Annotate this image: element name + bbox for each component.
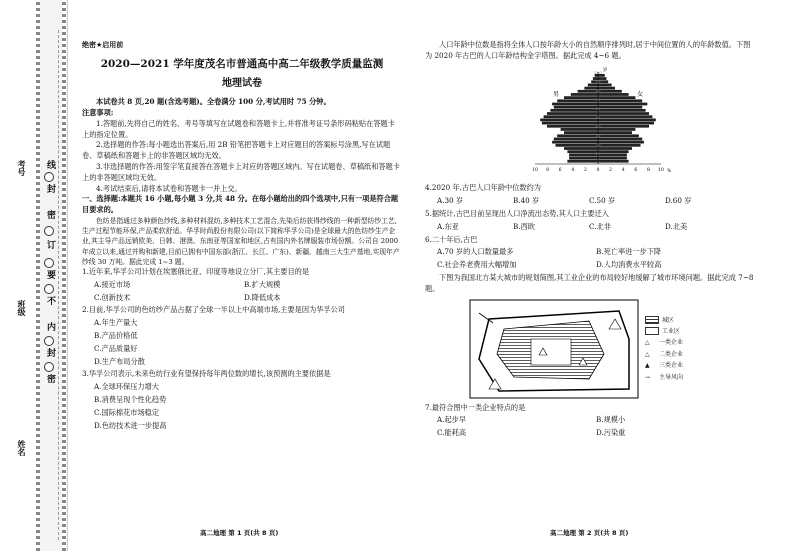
x-tick-label: 6 xyxy=(558,167,562,173)
x-tick-label: 10 xyxy=(658,167,664,173)
answer-option: B.扩大规模 xyxy=(244,279,281,289)
pyramid-bar-male xyxy=(554,137,598,140)
binding-hole-icon xyxy=(44,172,54,182)
age-unit-label: 岁 xyxy=(603,67,608,73)
cut-line xyxy=(58,30,59,540)
pyramid-bar-male xyxy=(552,140,598,143)
answer-option: C.社会养老费用大幅增加 xyxy=(437,260,517,270)
class-label: 班级 xyxy=(17,300,26,316)
pyramid-bar-male xyxy=(547,112,598,115)
x-tick-label: 10 xyxy=(532,167,538,173)
line-char: 内 xyxy=(45,322,55,331)
binding-border-left xyxy=(36,0,40,551)
pyramid-bar-male xyxy=(564,96,598,99)
y-tick-label: 80 xyxy=(595,87,601,93)
legend-item-class2: △ 二类企业 xyxy=(645,349,683,360)
y-tick-label: 50 xyxy=(595,114,601,120)
pyramid-bar-female xyxy=(598,124,649,127)
legend-item-class3: ▲ 三类企业 xyxy=(645,360,683,371)
answer-option: A.接近市场 xyxy=(94,279,131,289)
answer-option: A.30 岁 xyxy=(437,196,464,206)
answer-option: C.50 岁 xyxy=(589,196,616,206)
options-row xyxy=(437,247,755,258)
y-tick-label: 40 xyxy=(595,123,601,129)
binding-hole-icon xyxy=(44,284,54,294)
pyramid-bar-female xyxy=(598,86,615,89)
arrow-icon: → xyxy=(645,373,651,381)
pyramid-bar-female xyxy=(598,105,642,108)
answer-option: A.70 岁的人口数量最多 xyxy=(437,247,514,257)
question-stem: 7.最符合图中一类企业特点的是 xyxy=(425,402,526,412)
exam-number-label: 考号 xyxy=(17,160,26,176)
answer-option: B.死亡率进一步下降 xyxy=(596,247,662,257)
x-tick-label: 0 xyxy=(596,167,600,173)
pyramid-bar-female xyxy=(598,102,647,105)
x-tick-label: 6 xyxy=(634,167,638,173)
pyramid-bar-male xyxy=(564,131,598,134)
name-label: 姓名 xyxy=(17,440,26,456)
answer-option: C.创新技术 xyxy=(94,292,131,302)
city-plan-map xyxy=(469,299,755,399)
y-tick-label: 20 xyxy=(595,141,601,147)
answer-option: A.全球环保压力增大 xyxy=(94,382,159,392)
city-map-svg xyxy=(469,299,639,399)
binding-hole-icon xyxy=(44,226,54,236)
answer-option: D.污染重 xyxy=(596,428,626,438)
population-pyramid xyxy=(523,66,673,176)
legend-item-industry: 工业区 xyxy=(645,326,683,337)
wind-direction-arrow xyxy=(479,313,493,323)
pyramid-bar-female xyxy=(598,109,646,112)
answer-option: B.西欧 xyxy=(513,221,535,231)
notice-item: 1.答题前,先将自己的姓名、考号等填写在试题卷和答题卡上,并将准考证号条形码粘贴在答题卡上的指定位置。 xyxy=(82,118,395,139)
pyramid-bar-female xyxy=(598,118,656,121)
legend-item-city: 城区 xyxy=(645,315,683,326)
question-stem: 2.目前,华孚公司的色纺纱产品占据了全球一半以上中高端市场,主要是因为华孚公司 xyxy=(82,305,345,315)
answer-option: B.产品价格低 xyxy=(94,330,138,340)
exam-title: 2020—2021 学年度茂名市普通高中高二年级教学质量监测 xyxy=(100,57,384,70)
question-stem: 5.据统计,古巴目前呈现出人口净流出态势,其人口主要迁入 xyxy=(425,208,609,218)
answer-option: D.生产布局分散 xyxy=(94,356,145,366)
pyramid-bar-male xyxy=(542,121,598,124)
page-footer: 高二地理 第 2 页(共 8 页) xyxy=(550,529,629,537)
answer-option: B.消费呈现个性化趋势 xyxy=(94,394,167,404)
options-row xyxy=(437,222,755,233)
options-row xyxy=(94,293,402,304)
pyramid-bar-female xyxy=(598,153,627,156)
pyramid-bar-female xyxy=(598,99,642,102)
answer-option: D.色纺技术进一步提高 xyxy=(94,420,167,430)
question-stem: 4.2020 年,古巴人口年龄中位数约为 xyxy=(425,183,541,193)
page-footer: 高二地理 第 1 页(共 8 页) xyxy=(200,529,279,537)
y-tick-label: 0 xyxy=(596,159,600,165)
legend-item-wind: → 主导风向 xyxy=(645,372,683,383)
male-label: 男 xyxy=(553,90,560,98)
pyramid-bar-female xyxy=(598,131,632,134)
pyramid-bar-female xyxy=(598,89,622,92)
options-row xyxy=(437,260,755,271)
binding-hole-icon xyxy=(44,362,54,372)
passage: 色纺是指通过多种颜色纱线,多种材料混纺,多种技术工艺混合,先染后纺获得纱线的一种新型纺纱工艺,生产过程节能环保,产品柔软舒适。华孚时尚股份有限公司(以下简称华孚公司)是全球最大的色纺纱生产企业,其主导产品远销欧美、日韩、港澳、东南亚等国家和地区,占有国内外名牌服装市场份额。公司自 2000 年成立以来,通过并购和新建,目前已拥有中国东部(浙江、长江、广东)、新疆、越南三大生产基地,实现年产纱线 30 万吨。据此完成 1~3 题。 xyxy=(82,217,400,266)
pyramid-bar-male xyxy=(554,105,598,108)
passage: 人口年龄中位数是指将全体人口按年龄大小的自然顺序排列时,居于中间位置的人的年龄数值。下图为 2020 年古巴的人口年龄结构金字塔图。据此完成 4~6 题。 xyxy=(425,40,751,60)
binding-hole-icon xyxy=(44,336,54,346)
pyramid-bar-male xyxy=(569,156,598,159)
pyramid-bar-female xyxy=(598,150,629,153)
answer-option: D.北美 xyxy=(665,221,688,231)
pyramid-bar-female xyxy=(598,112,649,115)
pyramid-bar-male xyxy=(561,128,598,131)
answer-option: C.能耗高 xyxy=(437,428,467,438)
line-char: 线 xyxy=(45,160,55,169)
industrial-zone xyxy=(531,339,571,365)
x-tick-label: 8 xyxy=(646,167,650,173)
binding-ding-char: 订 xyxy=(45,240,55,249)
pyramid-bar-female xyxy=(598,159,629,162)
y-tick-label: 100 xyxy=(594,69,602,75)
x-unit-label: % xyxy=(667,168,672,174)
answer-option: A.年生产量大 xyxy=(94,318,138,328)
y-tick-label: 30 xyxy=(595,132,601,138)
pyramid-bar-female xyxy=(598,144,641,147)
pyramid-bar-male xyxy=(564,147,598,150)
options-row xyxy=(94,280,402,291)
answer-option: C.产品质量好 xyxy=(94,343,138,353)
class-three-enterprise-icon xyxy=(609,319,621,329)
answer-option: C.国际棉花市场稳定 xyxy=(94,407,160,417)
y-tick-label: 10 xyxy=(595,150,601,156)
x-tick-label: 4 xyxy=(571,167,575,173)
pyramid-bar-female xyxy=(598,156,627,159)
pyramid-bar-female xyxy=(598,96,635,99)
female-label: 女 xyxy=(637,90,644,98)
pyramid-bar-male xyxy=(547,124,598,127)
pyramid-bar-male xyxy=(540,118,598,121)
x-tick-label: 4 xyxy=(621,167,625,173)
options-row xyxy=(437,428,755,439)
line-char: 密 xyxy=(45,374,55,383)
answer-option: A.起步早 xyxy=(437,415,467,425)
options-row xyxy=(437,415,755,426)
triangle-icon: ▲ xyxy=(645,362,650,370)
pyramid-bar-male xyxy=(557,99,598,102)
question-stem: 1.近年来,华孚公司计划在埃塞俄比亚、印度等地设立分厂,其主要目的是 xyxy=(82,266,310,276)
x-tick-label: 2 xyxy=(583,167,587,173)
line-char: 要 xyxy=(45,270,55,279)
line-char: 不 xyxy=(45,296,55,305)
legend-item-class1: △ 一类企业 xyxy=(645,337,683,348)
right-column xyxy=(425,0,755,441)
line-char: 封 xyxy=(45,348,55,357)
notice-item: 3.非选择题的作答:用签字笔直接答在答题卡上对应的答题区域内。写在试题卷、草稿纸和答题卡上的非答题区域均无效。 xyxy=(82,162,400,182)
exam-subtitle: 地理试卷 xyxy=(222,78,262,90)
pyramid-bar-female xyxy=(598,137,642,140)
x-tick-label: 8 xyxy=(546,167,550,173)
pyramid-bar-male xyxy=(544,115,598,118)
pyramid-bar-male xyxy=(550,109,598,112)
options-row xyxy=(437,196,755,207)
pyramid-bar-male xyxy=(557,134,598,137)
notice-item: 4.考试结束后,请将本试卷和答题卡一并上交。 xyxy=(96,183,242,193)
pyramid-bar-male xyxy=(569,153,598,156)
line-char: 密 xyxy=(45,210,55,219)
pyramid-bar-male xyxy=(552,102,598,105)
y-tick-label: 70 xyxy=(595,96,601,102)
section-heading: 一、选择题:本题共 16 小题,每小题 3 分,共 48 分。在每小题给出的四个选项中,只有一项是符合题目要求的。 xyxy=(82,194,399,215)
x-tick-label: 2 xyxy=(609,167,613,173)
pyramid-bar-male xyxy=(571,93,598,96)
pyramid-bar-male xyxy=(567,150,598,153)
secret-mark: 绝密★启用前 xyxy=(82,41,124,49)
answer-option: D.60 岁 xyxy=(665,196,692,206)
y-tick-label: 60 xyxy=(595,105,601,111)
pyramid-bar-female xyxy=(598,128,635,131)
pyramid-bar-female xyxy=(598,93,629,96)
answer-option: D.降低成本 xyxy=(244,292,281,302)
answer-option: D.人均消费水平较高 xyxy=(596,260,662,270)
y-tick-label: 90 xyxy=(595,78,601,84)
notice-item: 2.选择题的作答:每小题选出答案后,用 2B 铅笔把答题卡上对应题目的答案标号涂黑,写在试题卷、草稿纸和答题卡上的非答题区域均无效。 xyxy=(82,140,391,161)
pyramid-bar-female xyxy=(598,147,632,150)
line-char: 封 xyxy=(45,184,55,193)
triangle-icon: △ xyxy=(645,350,650,358)
binding-border-right xyxy=(62,0,66,551)
map-legend xyxy=(645,315,683,399)
left-column xyxy=(82,0,402,433)
notice-heading: 注意事项: xyxy=(82,108,114,118)
question-stem: 3.华孚公司表示,未来色纺行业有望保持每年两位数的增长,该预测的主要依据是 xyxy=(82,369,331,379)
answer-option: B.40 岁 xyxy=(513,196,540,206)
pyramid-bar-female xyxy=(598,121,654,124)
answer-option: C.北非 xyxy=(589,221,611,231)
answer-option: B.规模小 xyxy=(596,415,626,425)
pyramid-bar-female xyxy=(598,140,644,143)
question-stem: 6.二十年后,古巴 xyxy=(425,234,478,244)
pyramid-bar-female xyxy=(598,134,639,137)
pyramid-bar-female xyxy=(598,115,652,118)
exam-intro: 本试卷共 8 页,20 题(含选考题)。全卷满分 100 分,考试用时 75 分钟。 xyxy=(96,97,331,107)
class-three-enterprise-icon xyxy=(489,379,501,389)
passage: 下图为我国北方某大城市的规划简图,其工业企业的布局较好地缓解了城市环境问题。据此完成 7~8 题。 xyxy=(425,272,754,293)
pyramid-bar-male xyxy=(567,159,598,162)
triangle-icon: △ xyxy=(645,339,650,347)
answer-option: A.东亚 xyxy=(437,221,459,231)
binding-hole-icon xyxy=(44,258,54,268)
